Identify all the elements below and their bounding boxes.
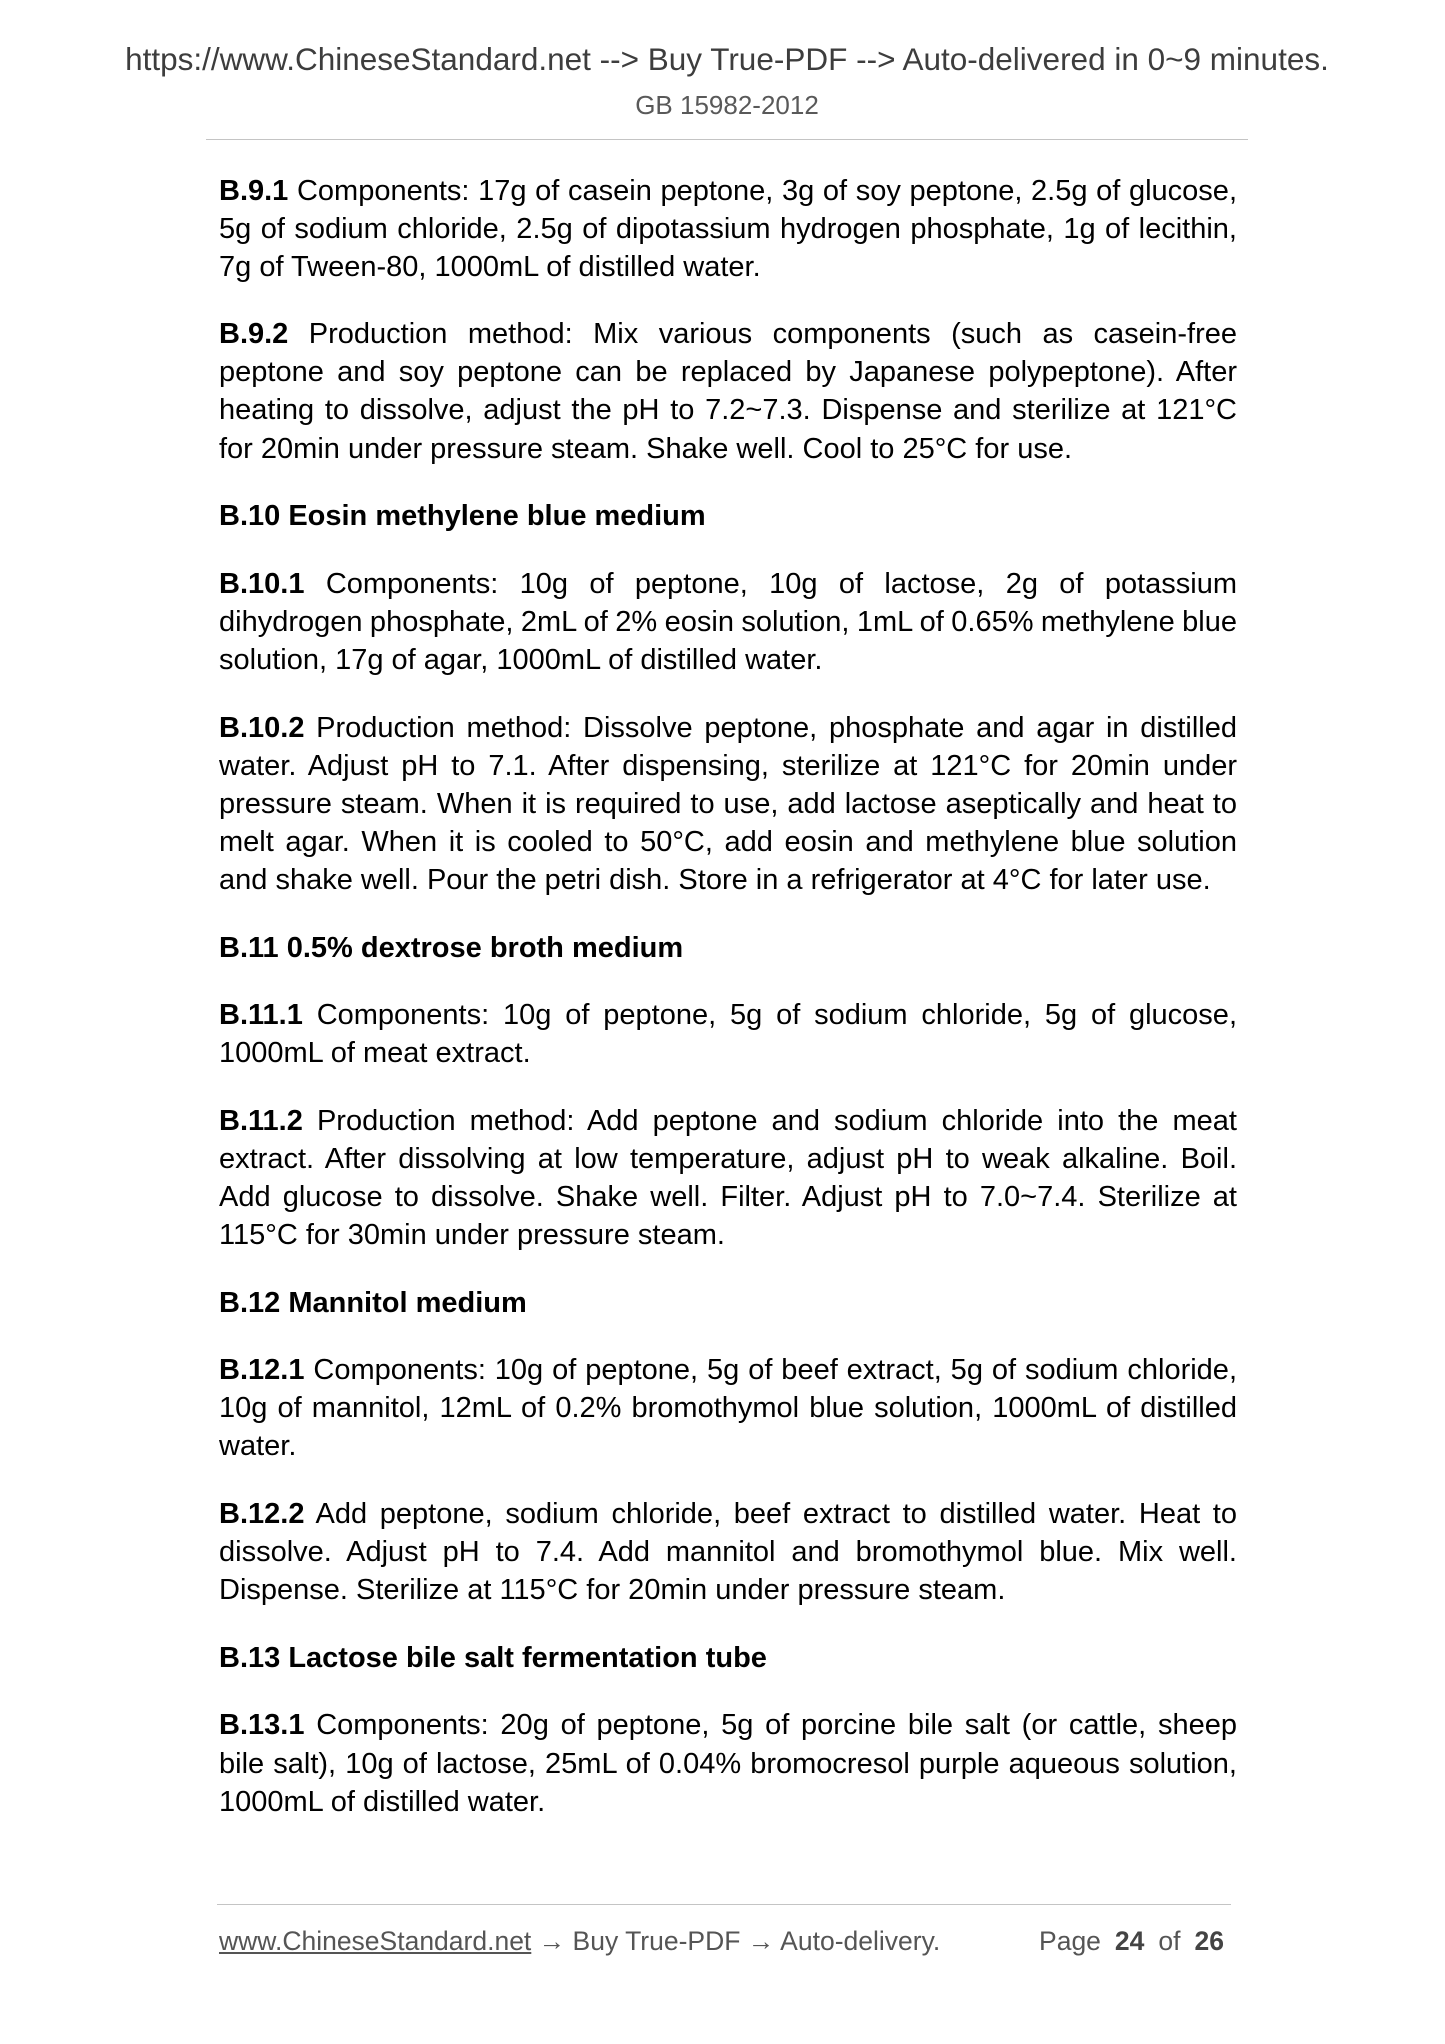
paragraph-line: Dispense. Sterilize at 115°C for 20min under pressure steam. xyxy=(219,1574,1006,1607)
paragraph-line: dihydrogen phosphate, 2mL of 2% eosin solution, 1mL of 0.65% methylene blue xyxy=(219,605,1237,638)
clause-number: B.13.1 xyxy=(219,1709,305,1742)
clause-number: B.11.1 xyxy=(219,999,303,1032)
paragraph-line: melt agar. When it is cooled to 50°C, add eosin and methylene blue solution xyxy=(219,825,1237,858)
section-heading: B.10 Eosin methylene blue medium xyxy=(219,500,706,533)
clause-b-12-2 xyxy=(219,1495,1237,1609)
clause-b-9-2 xyxy=(219,315,1237,467)
paragraph-line: water. xyxy=(219,1430,297,1463)
clause-number: B.11.2 xyxy=(219,1104,303,1137)
document-body xyxy=(219,172,1237,1851)
section-b-11 xyxy=(219,929,1237,967)
paragraph-line: 5g of sodium chloride, 2.5g of dipotassium hydrogen phosphate, 1g of lecithin, xyxy=(219,212,1237,245)
paragraph-line: dissolve. Adjust pH to 7.4. Add mannitol and bromothymol blue. Mix well. xyxy=(219,1536,1237,1569)
paragraph-line xyxy=(219,709,1237,747)
paragraph-text: Production method: Mix various components (such as casein-free xyxy=(308,318,1237,351)
paragraph-line: bile salt), 10g of lactose, 25mL of 0.04% bromocresol purple aqueous solution, xyxy=(219,1747,1237,1780)
paragraph-line xyxy=(219,565,1237,603)
section-heading: B.11 0.5% dextrose broth medium xyxy=(219,931,684,964)
clause-b-11-1 xyxy=(219,996,1237,1072)
website-link[interactable]: www.ChineseStandard.net xyxy=(219,1926,532,1956)
page-label: Page xyxy=(1039,1926,1101,1956)
paragraph-text: Components: 10g of peptone, 5g of sodium chloride, 5g of glucose, xyxy=(316,999,1237,1032)
clause-b-11-2 xyxy=(219,1102,1237,1254)
section-heading: B.13 Lactose bile salt fermentation tube xyxy=(219,1641,767,1674)
paragraph-line xyxy=(219,1102,1237,1140)
paragraph-line: for 20min under pressure steam. Shake well. Cool to 25°C for use. xyxy=(219,432,1073,465)
paragraph-line: extract. After dissolving at low temperature, adjust pH to weak alkaline. Boil. xyxy=(219,1142,1237,1175)
header-banner: https://www.ChineseStandard.net --> Buy True-PDF --> Auto-delivered in 0~9 minutes. xyxy=(125,41,1329,77)
section-b-12 xyxy=(219,1284,1237,1322)
header-divider xyxy=(206,139,1248,140)
paragraph-line xyxy=(219,1351,1237,1389)
paragraph-line xyxy=(219,1706,1237,1744)
page-of-label: of xyxy=(1158,1926,1181,1956)
clause-b-13-1 xyxy=(219,1706,1237,1820)
total-pages-number: 26 xyxy=(1194,1926,1224,1956)
footer-promo-text: → Buy True-PDF → Auto-delivery. xyxy=(538,1926,941,1956)
section-b-10 xyxy=(219,497,1237,535)
paragraph-line: solution, 17g of agar, 1000mL of distilled water. xyxy=(219,643,823,676)
paragraph-text: Components: 20g of peptone, 5g of porcine bile salt (or cattle, sheep xyxy=(316,1709,1237,1742)
paragraph-line: 7g of Tween-80, 1000mL of distilled water. xyxy=(219,250,761,283)
paragraph-line xyxy=(219,1495,1237,1533)
paragraph-line: 1000mL of distilled water. xyxy=(219,1785,546,1818)
paragraph-line xyxy=(219,996,1237,1034)
paragraph-line: Add glucose to dissolve. Shake well. Filter. Adjust pH to 7.0~7.4. Sterilize at xyxy=(219,1180,1237,1213)
paragraph-line: 1000mL of meat extract. xyxy=(219,1037,531,1070)
clause-b-10-1 xyxy=(219,565,1237,679)
footer-promo xyxy=(219,1924,940,1959)
paragraph-text: Add peptone, sodium chloride, beef extract to distilled water. Heat to xyxy=(315,1498,1237,1531)
paragraph-line: 10g of mannitol, 12mL of 0.2% bromothymol blue solution, 1000mL of distilled xyxy=(219,1392,1237,1425)
section-heading: B.12 Mannitol medium xyxy=(219,1286,527,1319)
paragraph-text: Components: 10g of peptone, 10g of lactose, 2g of potassium xyxy=(325,567,1237,600)
clause-number: B.10.1 xyxy=(219,567,305,600)
clause-number: B.9.1 xyxy=(219,174,289,207)
paragraph-text: Production method: Add peptone and sodium chloride into the meat xyxy=(316,1104,1237,1137)
paragraph-line: 115°C for 30min under pressure steam. xyxy=(219,1219,725,1252)
clause-b-12-1 xyxy=(219,1351,1237,1465)
paragraph-line: heating to dissolve, adjust the pH to 7.2~7.3. Dispense and sterilize at 121°C xyxy=(219,394,1237,427)
page-indicator xyxy=(1039,1924,1224,1959)
clause-number: B.10.2 xyxy=(219,711,305,744)
paragraph-line xyxy=(219,172,1237,210)
standard-number: GB 15982-2012 xyxy=(635,90,819,120)
clause-number: B.12.1 xyxy=(219,1354,305,1387)
paragraph-text: Components: 17g of casein peptone, 3g of soy peptone, 2.5g of glucose, xyxy=(296,174,1237,207)
footer-divider xyxy=(217,1904,1231,1905)
clause-b-10-2 xyxy=(219,709,1237,899)
paragraph-line: water. Adjust pH to 7.1. After dispensing, sterilize at 121°C for 20min under xyxy=(219,749,1237,782)
clause-number: B.12.2 xyxy=(219,1498,305,1531)
clause-b-9-1 xyxy=(219,172,1237,286)
current-page-number: 24 xyxy=(1114,1926,1145,1956)
paragraph-line xyxy=(219,315,1237,353)
paragraph-line: peptone and soy peptone can be replaced by Japanese polypeptone). After xyxy=(219,356,1237,389)
section-b-13 xyxy=(219,1639,1237,1677)
paragraph-line: pressure steam. When it is required to use, add lactose aseptically and heat to xyxy=(219,787,1237,820)
paragraph-line: and shake well. Pour the petri dish. Store in a refrigerator at 4°C for later use. xyxy=(219,863,1211,896)
paragraph-text: Production method: Dissolve peptone, phosphate and agar in distilled xyxy=(316,711,1237,744)
paragraph-text: Components: 10g of peptone, 5g of beef extract, 5g of sodium chloride, xyxy=(313,1354,1237,1387)
clause-number: B.9.2 xyxy=(219,318,289,351)
